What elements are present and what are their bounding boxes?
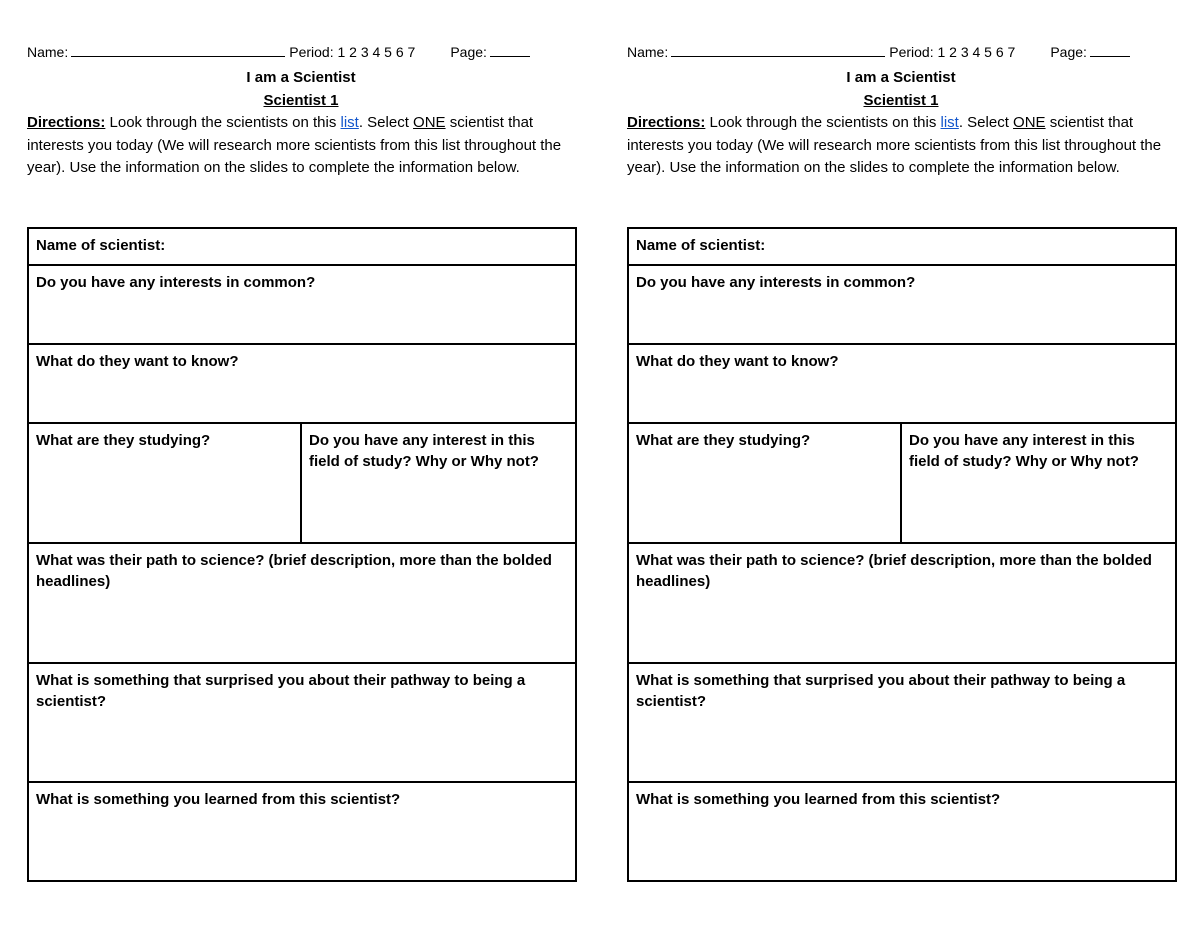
page-subtitle: Scientist 1 — [263, 92, 339, 109]
directions-text: . Select — [958, 114, 1014, 131]
page-subtitle: Scientist 1 — [863, 92, 939, 109]
directions-text: Look through the scientists on this — [705, 114, 941, 131]
studying-field[interactable]: What are they studying? — [28, 423, 301, 543]
name-blank-line — [671, 44, 885, 57]
learned-field[interactable]: What is something you learned from this scientist? — [28, 782, 576, 881]
interest-in-field-field[interactable]: Do you have any interest in this field of study? Why or Why not? — [901, 423, 1176, 543]
path-to-science-field[interactable]: What was their path to science? (brief description, more than the bolded headlines) — [28, 543, 576, 663]
page-blank-line — [1090, 44, 1130, 57]
period-label: Period: 1 2 3 4 5 6 7 — [889, 44, 1016, 60]
directions-text: scientist that interests you today (We will research more scientists from this list throughout the year). Use the information on the slides to complete the information below. — [627, 114, 1162, 177]
name-label: Name: — [627, 44, 669, 60]
worksheet-left — [27, 44, 575, 808]
name-blank-line — [71, 44, 285, 57]
studying-field[interactable]: What are they studying? — [628, 423, 901, 543]
page-title: I am a Scientist — [246, 69, 356, 86]
directions-emphasis: ONE — [413, 114, 446, 131]
interests-in-common-field[interactable]: Do you have any interests in common? — [628, 265, 1176, 344]
directions-label: Directions: — [27, 114, 106, 131]
name-label: Name: — [27, 44, 69, 60]
page-title: I am a Scientist — [846, 69, 956, 86]
period-label: Period: 1 2 3 4 5 6 7 — [289, 44, 416, 60]
interest-in-field-field[interactable]: Do you have any interest in this field of study? Why or Why not? — [301, 423, 576, 543]
interests-in-common-field[interactable]: Do you have any interests in common? — [28, 265, 576, 344]
directions-text: scientist that interests you today (We will research more scientists from this list throughout the year). Use the information on the slides to complete the information below. — [27, 114, 562, 177]
scientist-form-table — [27, 227, 577, 882]
directions-label: Directions: — [627, 114, 706, 131]
directions-paragraph — [627, 112, 1179, 180]
directions-paragraph — [27, 112, 579, 180]
header-line — [627, 44, 1175, 66]
path-to-science-field[interactable]: What was their path to science? (brief description, more than the bolded headlines) — [628, 543, 1176, 663]
learned-field[interactable]: What is something you learned from this scientist? — [628, 782, 1176, 881]
header-line — [27, 44, 575, 66]
list-link[interactable]: list — [340, 114, 359, 131]
surprised-field[interactable]: What is something that surprised you about their pathway to being a scientist? — [28, 663, 576, 782]
worksheet-right — [627, 44, 1175, 808]
page-label: Page: — [450, 44, 487, 60]
want-to-know-field[interactable]: What do they want to know? — [28, 344, 576, 423]
directions-text: . Select — [358, 114, 414, 131]
surprised-field[interactable]: What is something that surprised you about their pathway to being a scientist? — [628, 663, 1176, 782]
page-blank-line — [490, 44, 530, 57]
name-of-scientist-field[interactable]: Name of scientist: — [28, 228, 576, 265]
name-of-scientist-field[interactable]: Name of scientist: — [628, 228, 1176, 265]
directions-text: Look through the scientists on this — [105, 114, 341, 131]
list-link[interactable]: list — [940, 114, 959, 131]
page-label: Page: — [1050, 44, 1087, 60]
want-to-know-field[interactable]: What do they want to know? — [628, 344, 1176, 423]
scientist-form-table — [627, 227, 1177, 882]
directions-emphasis: ONE — [1013, 114, 1046, 131]
